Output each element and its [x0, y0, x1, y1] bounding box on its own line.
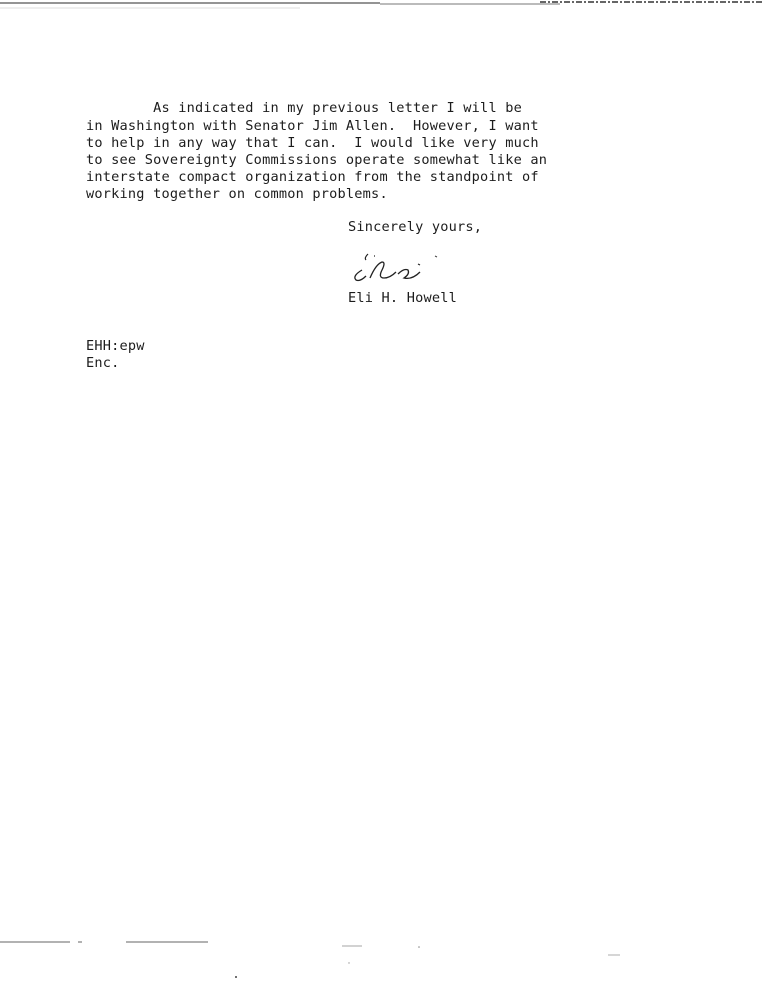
- body-line-2: in Washington with Senator Jim Allen. However, I want: [86, 118, 539, 134]
- body-line-1: As indicated in my previous letter I will be: [86, 100, 522, 116]
- scan-artifact-bottom: [0, 930, 763, 990]
- signer-name: Eli H. Howell: [348, 290, 457, 306]
- reference-initials: EHH:epw: [86, 338, 145, 354]
- closing-text: Sincerely yours,: [348, 219, 483, 235]
- enclosure-notation: Enc.: [86, 355, 120, 371]
- body-line-6: working together on common problems.: [86, 186, 388, 202]
- handwritten-signature: [340, 244, 440, 284]
- scan-artifact-top: [0, 0, 763, 12]
- body-line-4: to see Sovereignty Commissions operate somewhat like an: [86, 152, 548, 168]
- body-line-3: to help in any way that I can. I would like very much: [86, 135, 539, 151]
- body-line-5: interstate compact organization from the standpoint of: [86, 169, 539, 185]
